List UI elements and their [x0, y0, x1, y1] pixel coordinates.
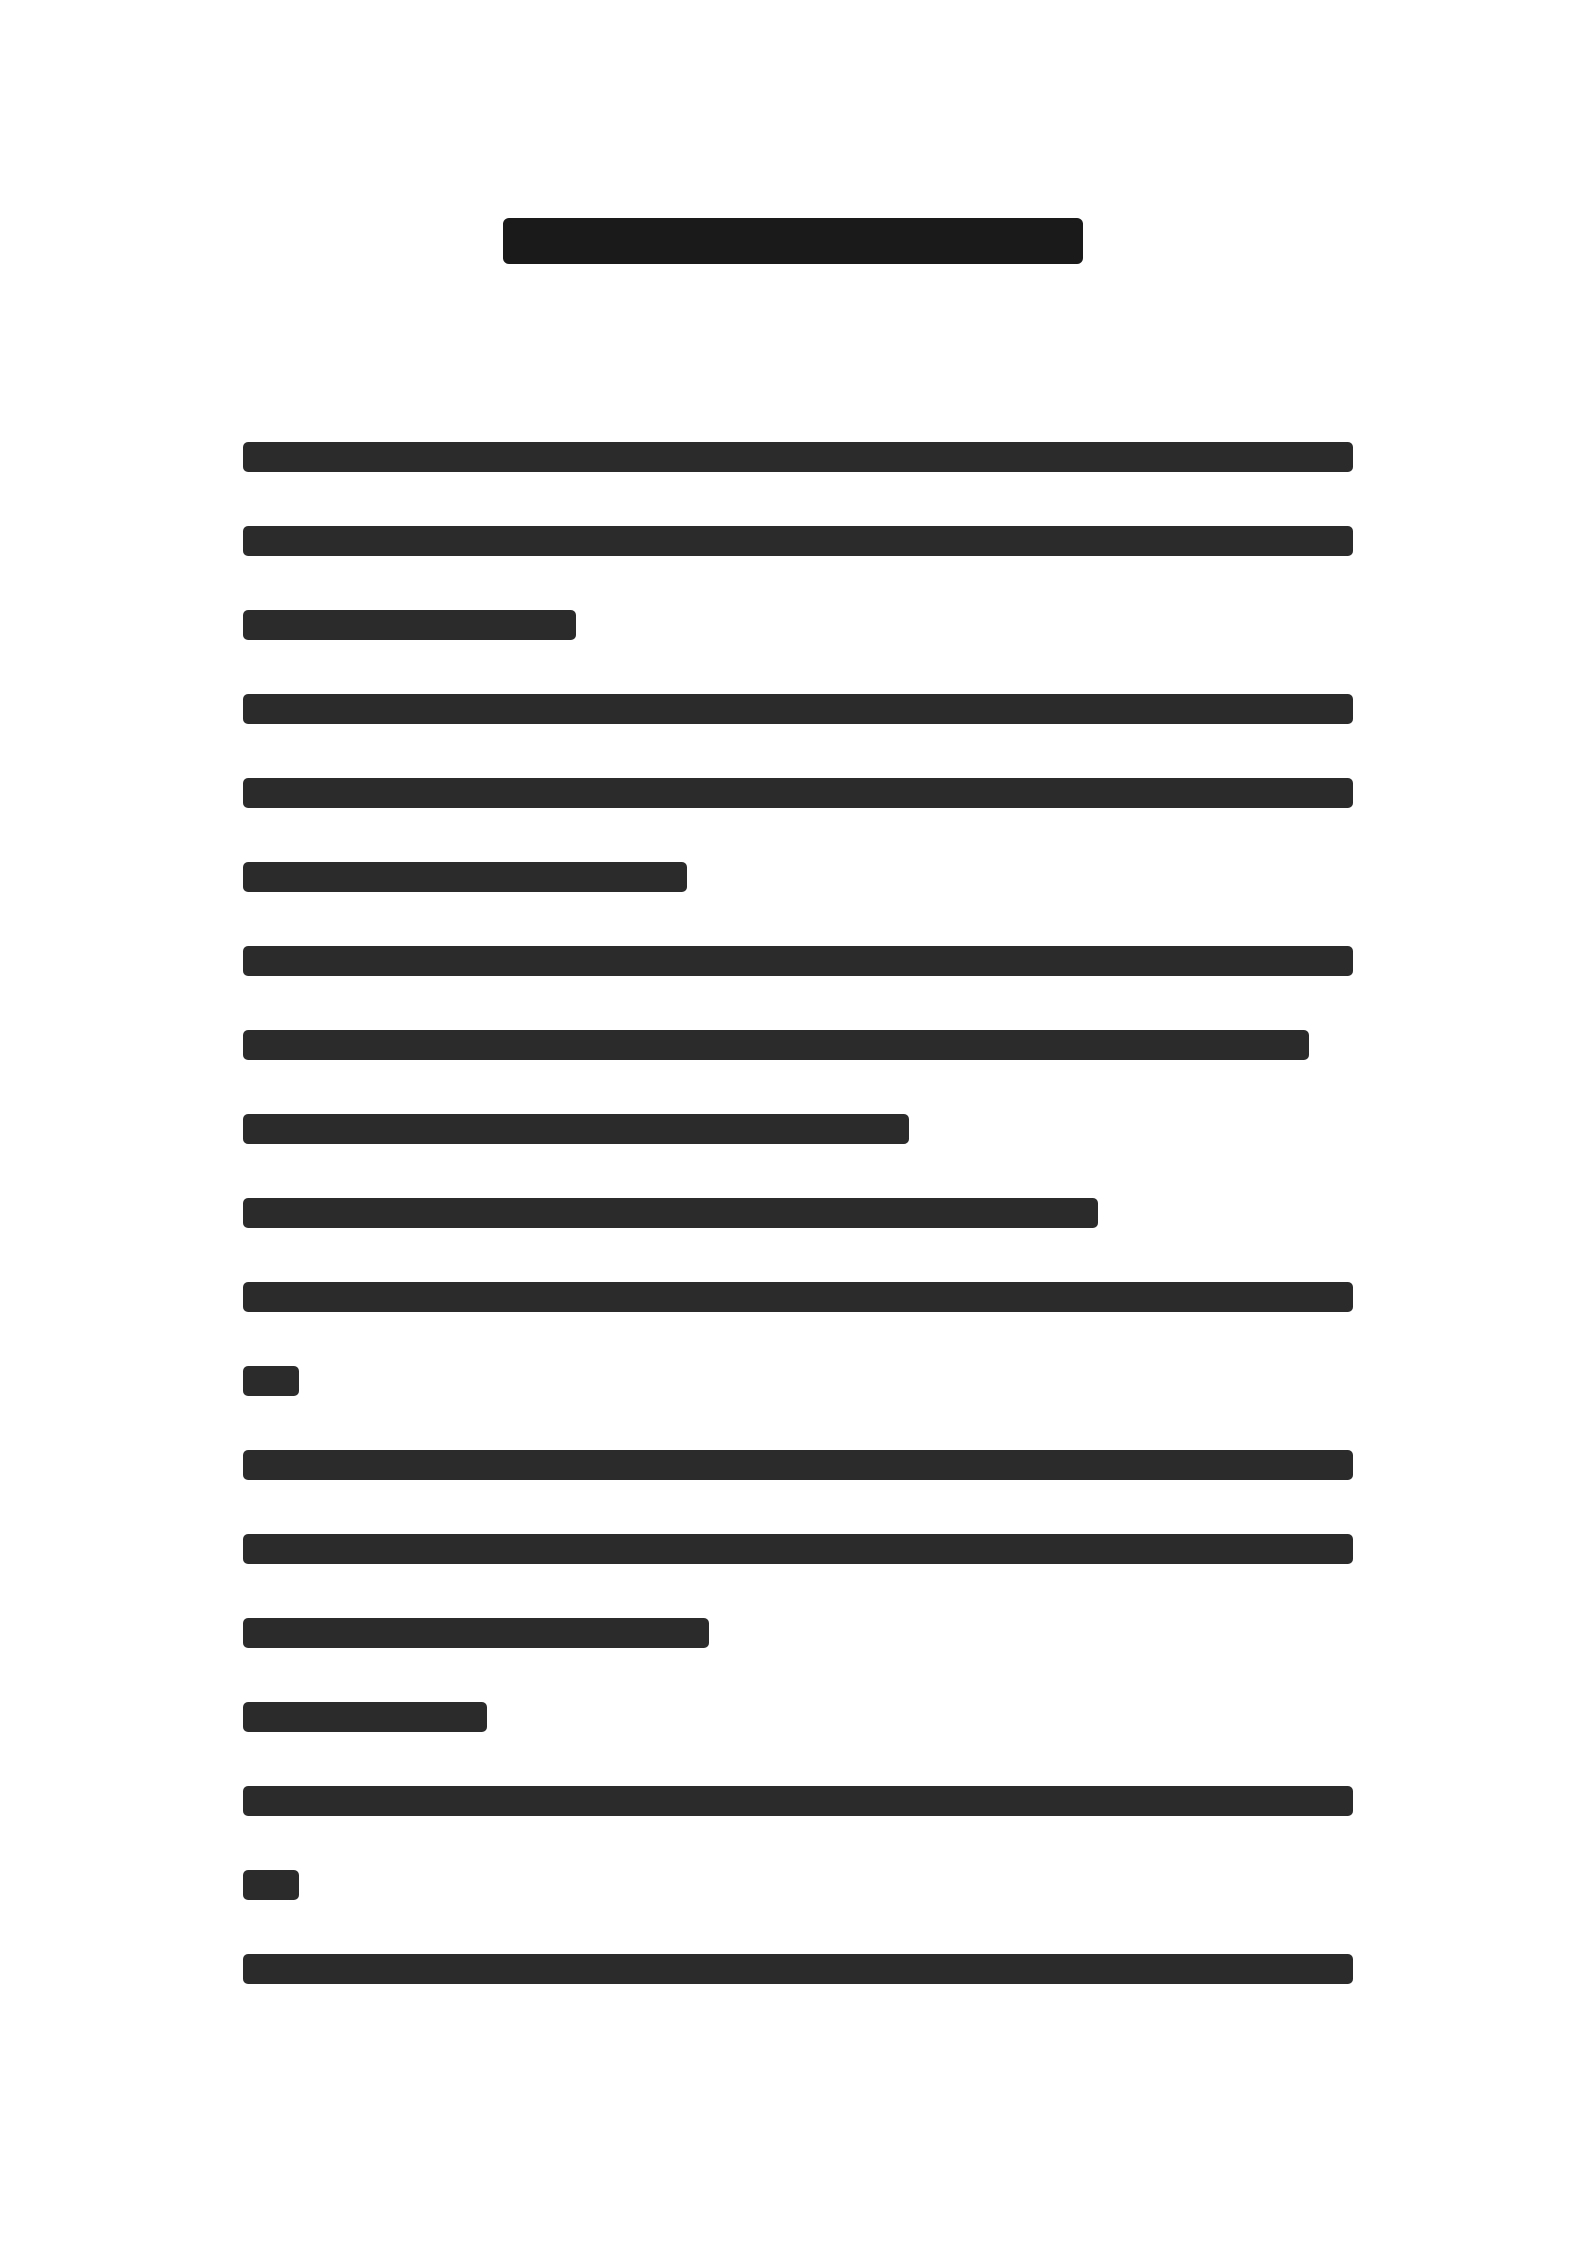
text-line-placeholder — [243, 1030, 1309, 1060]
body-text-line — [243, 838, 1353, 922]
text-line-placeholder — [243, 1702, 487, 1732]
text-line-placeholder — [243, 610, 576, 640]
body-text-line — [243, 418, 1353, 502]
text-line-placeholder — [243, 862, 687, 892]
body-text-line — [243, 1846, 1353, 1930]
text-line-placeholder — [243, 1282, 1353, 1312]
body-text-line — [243, 1930, 1353, 2014]
body-text-block — [243, 418, 1353, 2014]
body-text-line — [243, 670, 1353, 754]
text-line-placeholder — [243, 1366, 299, 1396]
body-text-line — [243, 1006, 1353, 1090]
body-text-line — [243, 1342, 1353, 1426]
text-line-placeholder — [243, 1786, 1353, 1816]
text-line-placeholder — [243, 526, 1353, 556]
text-line-placeholder — [243, 1450, 1353, 1480]
text-line-placeholder — [243, 1954, 1353, 1984]
body-text-line — [243, 922, 1353, 1006]
body-text-line — [243, 1762, 1353, 1846]
body-text-line — [243, 1090, 1353, 1174]
body-text-line — [243, 1426, 1353, 1510]
text-line-placeholder — [243, 1534, 1353, 1564]
body-text-line — [243, 1174, 1353, 1258]
text-line-placeholder — [243, 946, 1353, 976]
body-text-line — [243, 1594, 1353, 1678]
text-line-placeholder — [243, 694, 1353, 724]
text-line-placeholder — [243, 1198, 1098, 1228]
text-line-placeholder — [243, 1618, 709, 1648]
document-title-placeholder — [503, 218, 1083, 264]
body-text-line — [243, 1510, 1353, 1594]
text-line-placeholder — [243, 1870, 299, 1900]
text-line-placeholder — [243, 442, 1353, 472]
title-block — [0, 218, 1586, 264]
body-text-line — [243, 502, 1353, 586]
text-line-placeholder — [243, 778, 1353, 808]
body-text-line — [243, 586, 1353, 670]
text-line-placeholder — [243, 1114, 909, 1144]
body-text-line — [243, 1678, 1353, 1762]
body-text-line — [243, 754, 1353, 838]
body-text-line — [243, 1258, 1353, 1342]
